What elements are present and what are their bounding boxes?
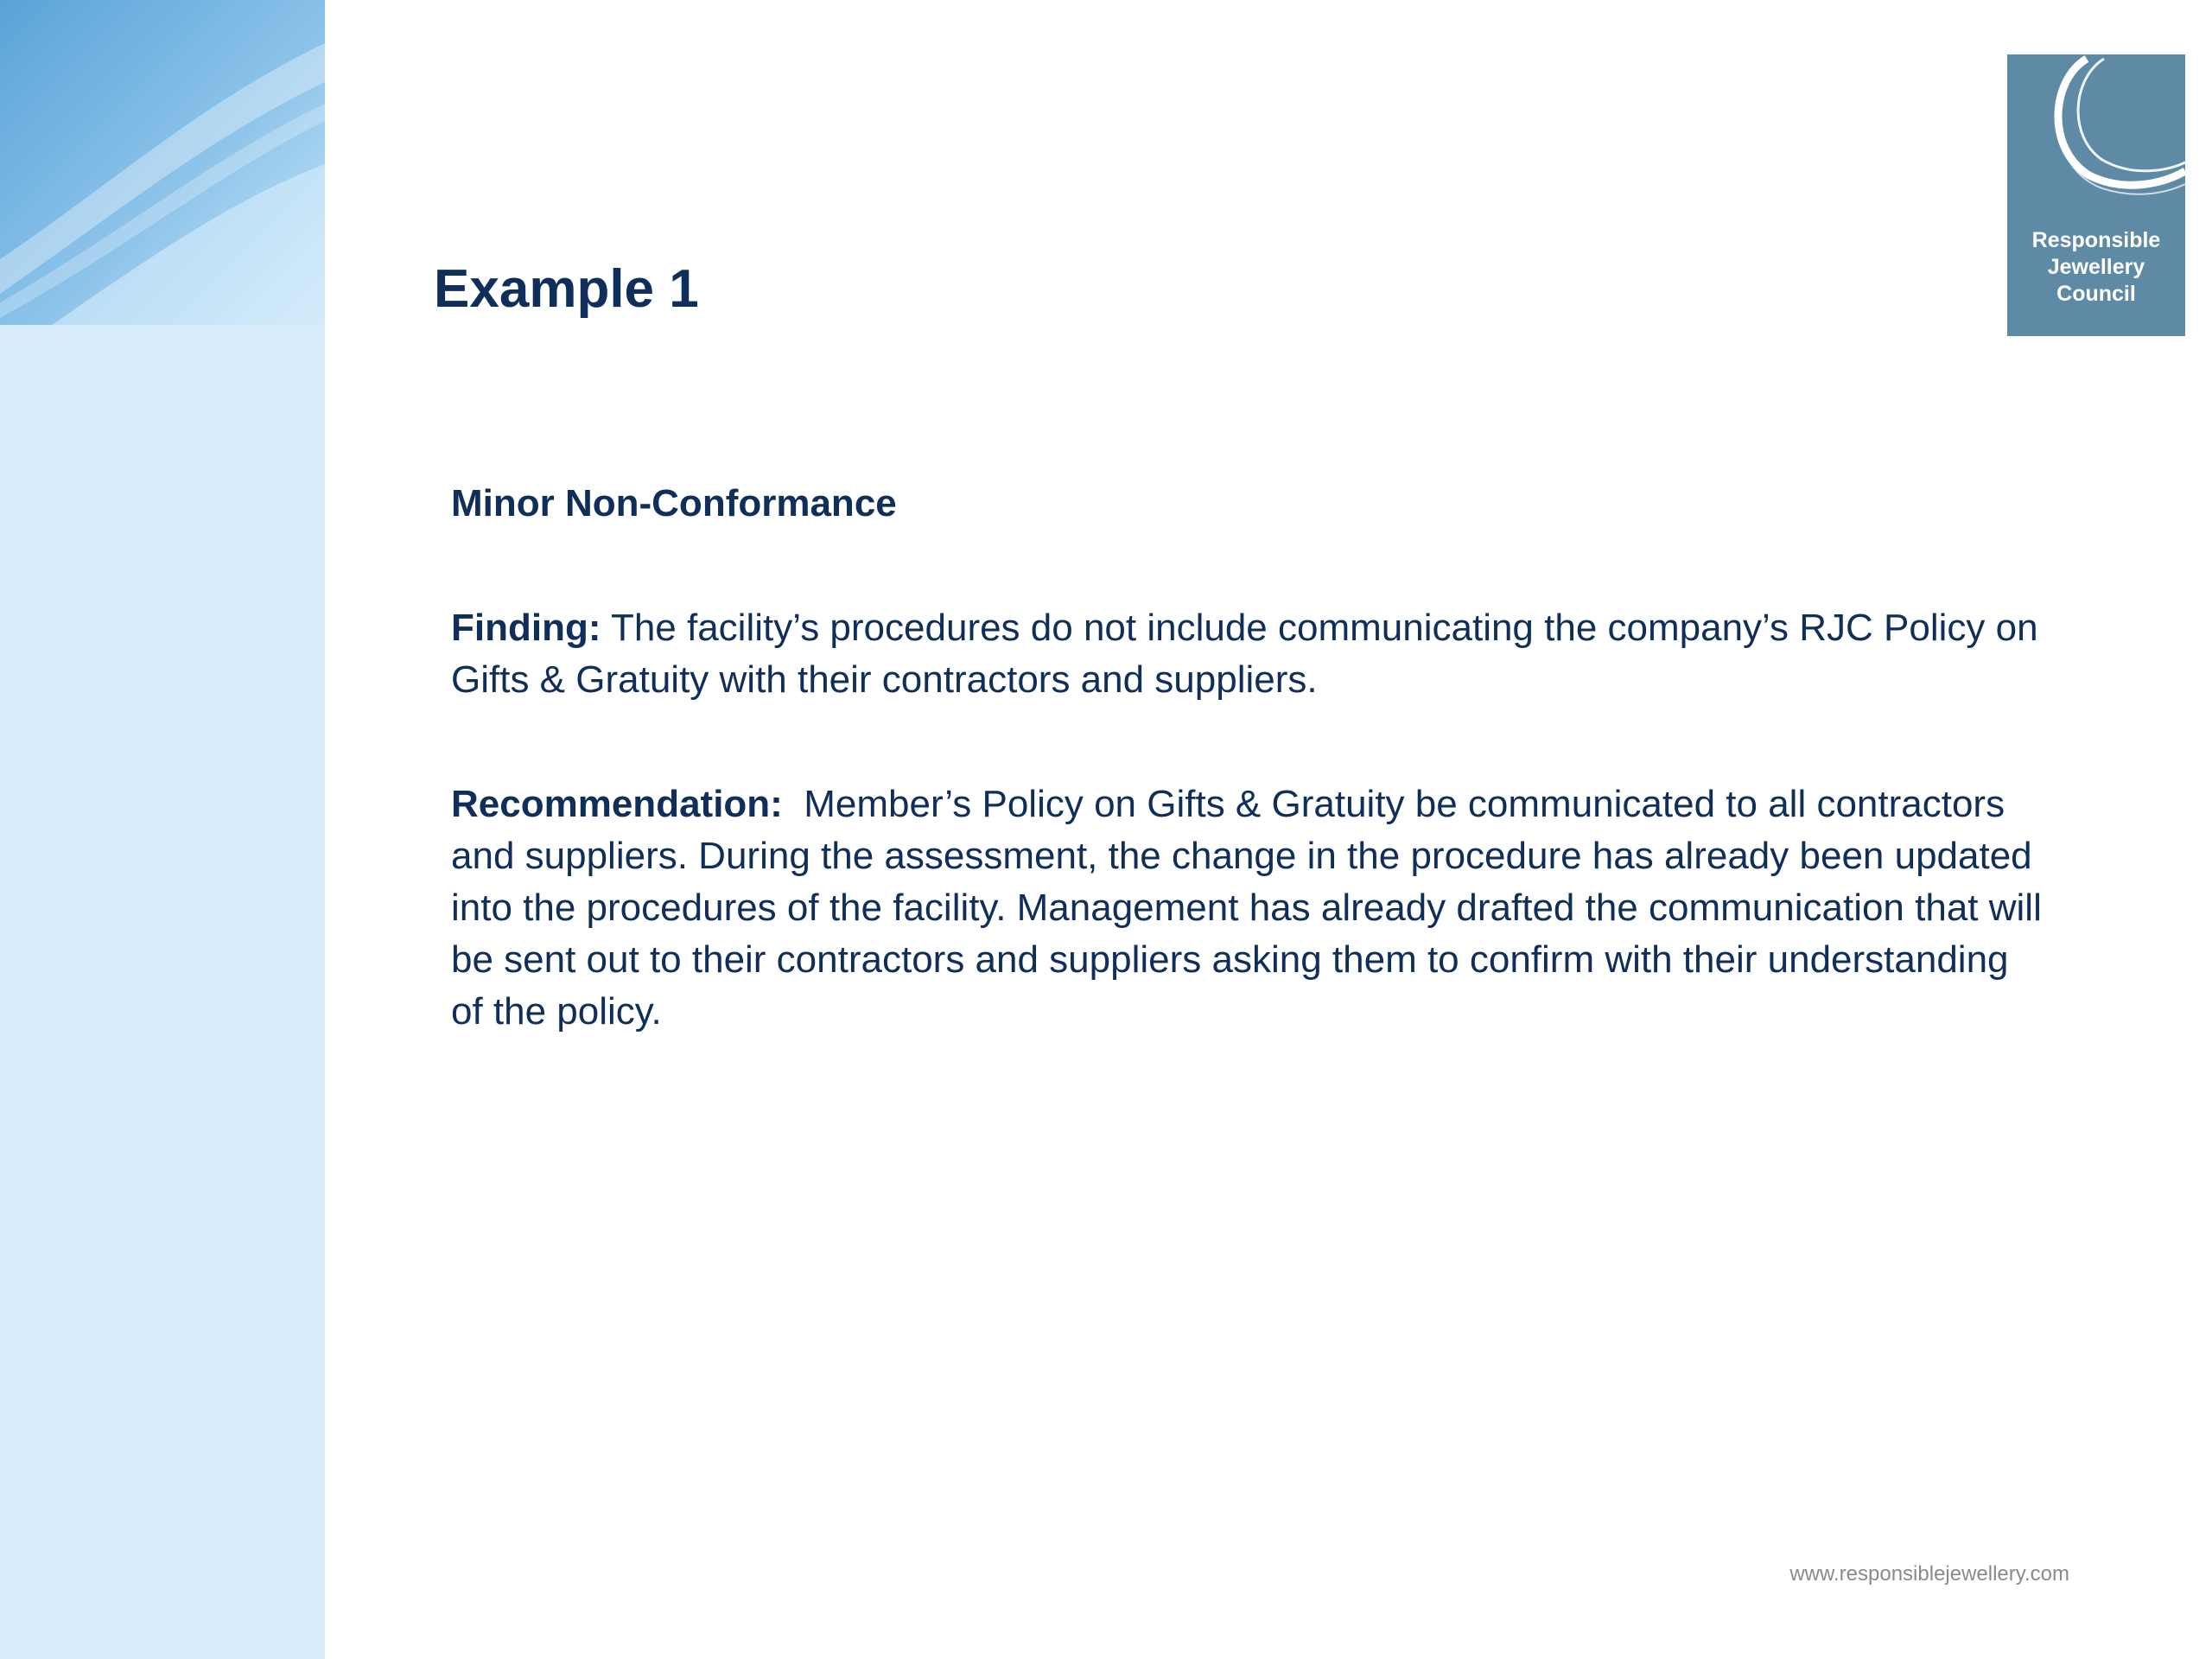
finding-text: The facility’s procedures do not include communicating the company’s RJC Policy on Gifts & Gratuity with their contractors and suppliers. [451, 607, 2038, 701]
logo-line-3: Council [2056, 282, 2136, 306]
recommendation-text: Member’s Policy on Gifts & Gratuity be communicated to all contractors and suppliers. During the assessment, the change in the procedure has already been updated into the procedures of the facility. Management has already drafted the communication that will be sent out to their contractors and suppliers asking them to confirm with their understanding of the policy. [451, 783, 2042, 1033]
logo-line-1: Responsible [2031, 228, 2161, 252]
rjc-logo-wordmark [2007, 227, 2185, 308]
blue-swoosh-graphic [0, 0, 325, 325]
recommendation-label: Recommendation: [451, 783, 783, 825]
rjc-logo-ring-icon [2007, 54, 2185, 227]
section-subheading: Minor Non-Conformance [451, 482, 897, 524]
finding-label: Finding: [451, 607, 601, 649]
footer-website-url: www.responsiblejewellery.com [1789, 1562, 2069, 1586]
slide-body [451, 478, 2050, 1038]
rjc-logo [2007, 54, 2185, 336]
left-decorative-sidebar [0, 0, 325, 1659]
slide-title: Example 1 [434, 259, 699, 319]
logo-line-2: Jewellery [2047, 255, 2145, 279]
recommendation-paragraph [451, 779, 2050, 1038]
finding-paragraph [451, 602, 2050, 706]
